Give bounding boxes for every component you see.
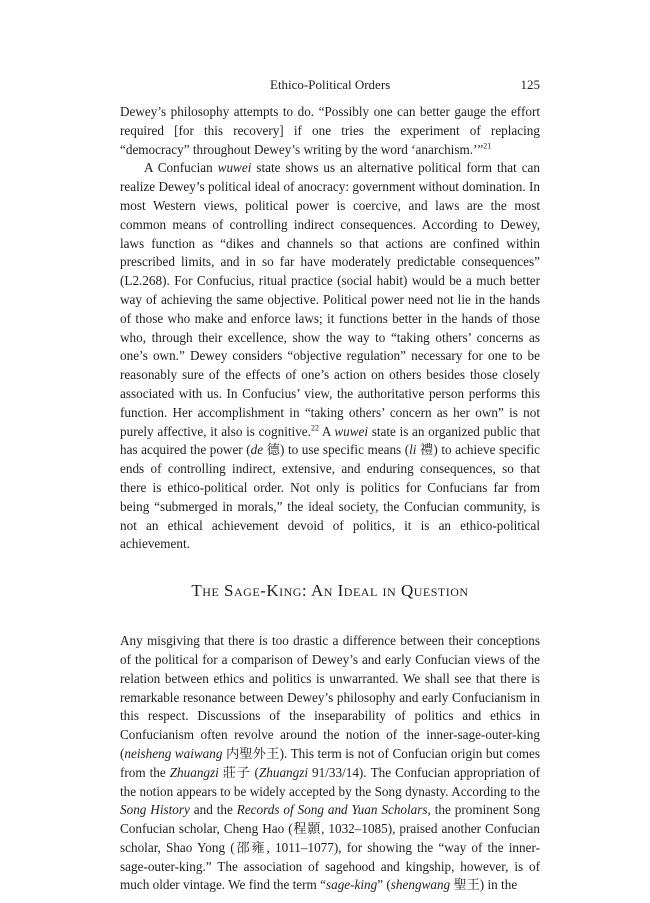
page-body xyxy=(120,103,540,895)
page-number: 125 xyxy=(520,77,540,92)
footnote-ref-21: 21 xyxy=(483,141,492,151)
footnote-ref-22: 22 xyxy=(310,423,319,433)
paragraph-continued: Dewey’s philosophy attempts to do. “Possibly one can better gauge the effort required [for this recovery] if one tries the experiment of replacing “democracy” throughout Dewey’s writing by the word ‘anarchism.’”$^{21}$ xyxy=(120,104,540,157)
paragraph-wuwei-state: A Confucian wuwei state shows us an alternative political form that can realize Dewey’s political ideal of anocracy: government without domination. In most Western views, political power is coercive, and laws are the most common means of controlling indirect consequences. According to Dewey, laws function as “dikes and channels so that actions are confined within prescribed limits, and in so far have moderately predictable consequences” (L2.268). For Confucius, ritual practice (social habit) would be a much better way of achieving the same objective. Political power need not lie in the hands of those who make and enforce laws; it functions better in the hands of those who, through their excellence, show the way to “taking others’ concerns as one’s own.” Dewey considers “objective regulation” necessary for one to be reasonably sure of the effects of one’s action on others besides those closely associated with us. In Confucius’ view, the authoritative person performs this function. Her accomplishment in “taking others’ concern as her own” is not purely affective, it also is cognitive.$^{22}$ A wuwei state is an organized public that has acquired the power (de 德) to use specific means (li 禮) to achieve specific ends of controlling indirect, extensive, and enduring consequences, so that there is ethico-political order. Not only is politics for Confucians far from being “submerged in morals,” the ideal society, the Confucian community, is not an ethical achievement devoid of politics, it is an ethico-political achievement. xyxy=(120,160,540,552)
paragraph-sage-king: Any misgiving that there is too drastic a difference between their conceptions of the political for a comparison of Dewey’s and early Confucian views of the relation between ethics and politics is unwarranted. We shall see that there is remarkable resonance between Dewey’s philosophy and early Confucianism in this respect. Discussions of the inseparability of politics and ethics in Confucianism often revolve around the notion of the inner-sage-outer-king (neisheng waiwang 内聖外王). This term is not of Confucian origin but comes from the Zhuangzi 莊子 (Zhuangzi 91/33/14). The Confucian appropriation of the notion appears to be widely accepted by the Song dynasty. According to the Song History and the Records of Song and Yuan Scholars, the prominent Song Confucian scholar, Cheng Hao (程顥, 1032–1085), praised another Confucian scholar, Shao Yong (邵雍, 1011–1077), for showing the “way of the inner-sage-outer-king.” The association of sagehood and kingship, however, is of much older vintage. We find the term “sage-king” (shengwang 聖王) in the xyxy=(120,633,541,893)
section-heading: The Sage-King: An Ideal in Question xyxy=(191,581,469,601)
running-title: Ethico-Political Orders xyxy=(270,77,391,92)
